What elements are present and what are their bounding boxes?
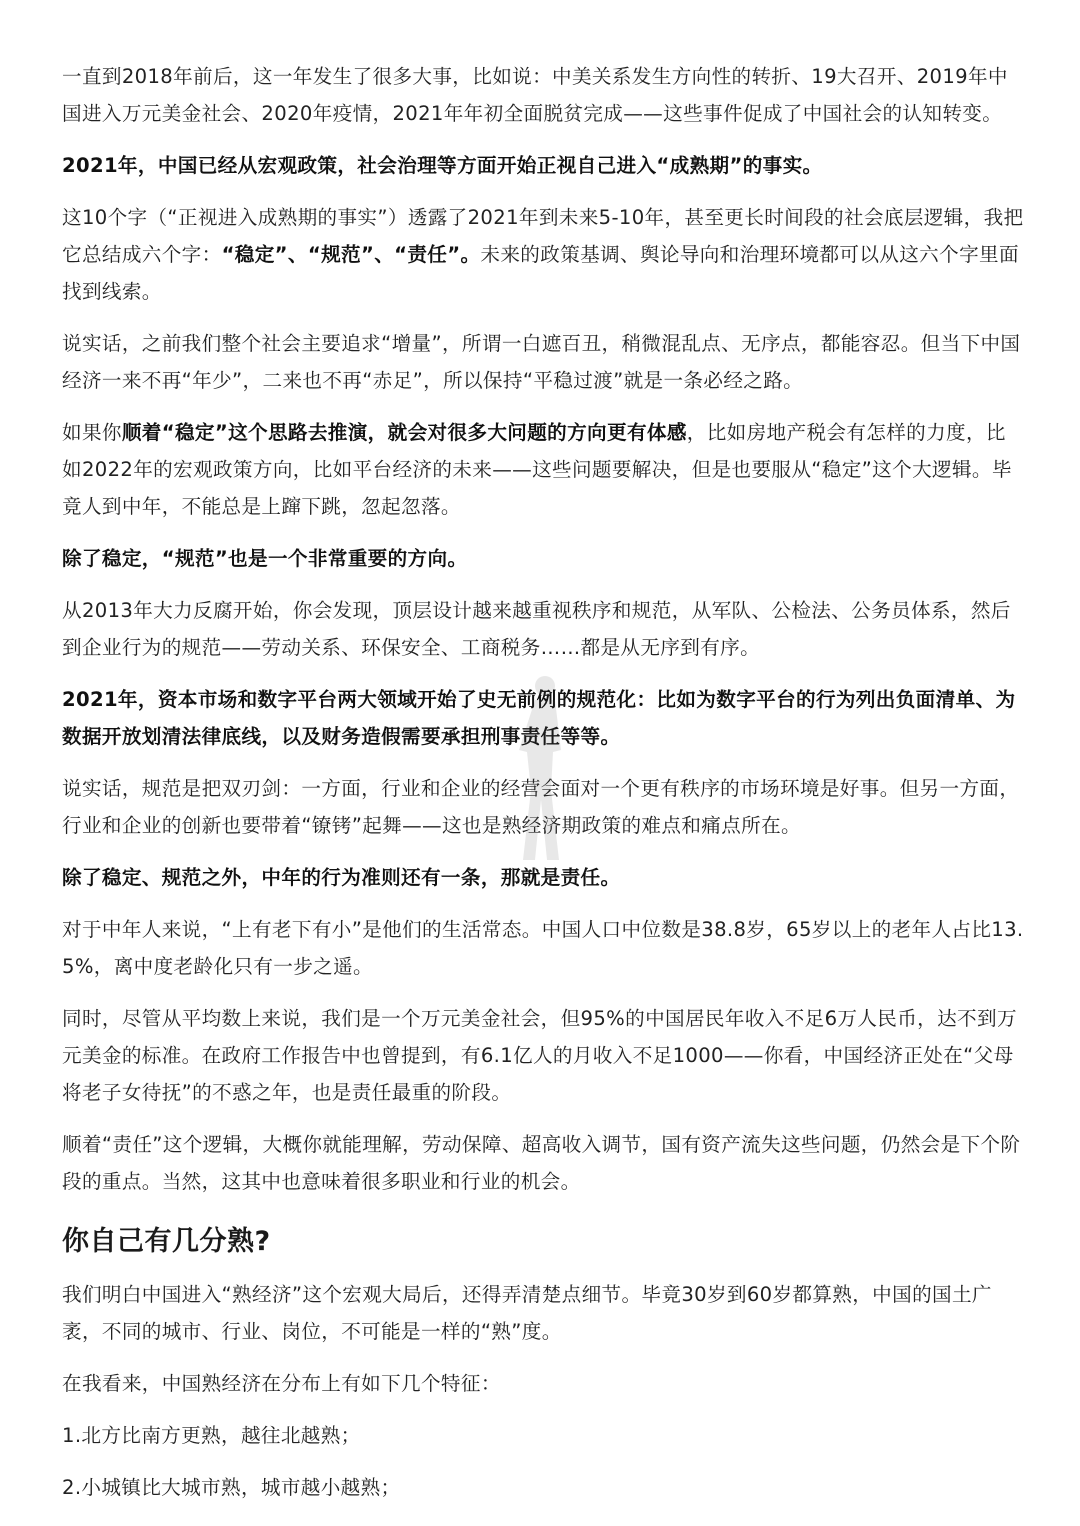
paragraph-population: 对于中年人来说，“上有老下有小”是他们的生活常态。中国人口中位数是38.8岁，65岁以上的老年人占比13.5%，离中度老龄化只有一步之遥。 (62, 918, 1024, 978)
bold-keywords: “稳定”、“规范”、“责任”。 (221, 243, 481, 266)
paragraph-features-intro: 在我看来，中国熟经济在分布上有如下几个特征： (62, 1372, 501, 1395)
paragraph-2021-regulation: 2021年，资本市场和数字平台两大领域开始了史无前例的规范化：比如为数字平台的行为列出负面清单、为数据开放划清法律底线，以及财务造假需要承担刑事责任等等。 (62, 688, 1016, 748)
paragraph-double-edged: 说实话，规范是把双刃剑：一方面，行业和企业的经营会面对一个更有秩序的市场环境是好事。但另一方面，行业和企业的创新也要带着“镣铐”起舞——这也是熟经济期政策的难点和痛点所在。 (62, 777, 1020, 837)
paragraph-regulation-heading: 除了稳定，“规范”也是一个非常重要的方向。 (62, 547, 468, 570)
text-segment: 如果你 (62, 421, 122, 444)
section-heading: 你自己有几分熟? (62, 1226, 271, 1257)
paragraph-responsibility-logic: 顺着“责任”这个逻辑，大概你就能理解，劳动保障、超高收入调节，国有资产流失这些问题，仍然会是下个阶段的重点。当然，这其中也意味着很多职业和行业的机会。 (62, 1133, 1021, 1193)
list-item: 2.小城镇比大城市熟，城市越小越熟； (62, 1476, 401, 1499)
paragraph-mature-economy: 我们明白中国进入“熟经济”这个宏观大局后，还得弄清楚点细节。毕竟30岁到60岁都算熟，中国的国土广袤，不同的城市、行业、岗位，不可能是一样的“熟”度。 (62, 1283, 992, 1343)
article-body (62, 58, 1024, 1521)
list-item: 1.北方比南方更熟，越往北越熟； (62, 1424, 361, 1447)
text-segment: 这10个字（“正视进入成熟期的事实”）透露了2021年到未来5-10年，甚至更长时间段的社会底层逻辑，我把它总结成六个字： (62, 206, 1024, 266)
paragraph-2018-events: 一直到2018年前后，这一年发生了很多大事，比如说：中美关系发生方向性的转折、19大召开、2019年中国进入万元美金社会、2020年疫情，2021年年初全面脱贫完成——这些事件促成了中国社会的认知转变。 (62, 65, 1008, 125)
text-segment: ，比如房地产税会有怎样的力度，比如2022年的宏观政策方向，比如平台经济的未来——这些问题要解决，但是也要服从“稳定”这个大逻辑。毕竟人到中年，不能总是上蹿下跳，忽起忽落。 (62, 421, 1012, 518)
paragraph-responsibility-heading: 除了稳定、规范之外，中年的行为准则还有一条，那就是责任。 (62, 866, 621, 889)
paragraph-anticorruption: 从2013年大力反腐开始，你会发现，顶层设计越来越重视秩序和规范，从军队、公检法、公务员体系，然后到企业行为的规范——劳动关系、环保安全、工商税务……都是从无序到有序。 (62, 599, 1011, 659)
paragraph-2021-maturity: 2021年，中国已经从宏观政策，社会治理等方面开始正视自己进入“成熟期”的事实。 (62, 154, 823, 177)
bold-stability-phrase: 顺着“稳定”这个思路去推演，就会对很多大问题的方向更有体感 (121, 421, 687, 444)
paragraph-increment: 说实话，之前我们整个社会主要追求“增量”，所谓一白遮百丑，稍微混乱点、无序点，都能容忍。但当下中国经济一来不再“年少”，二来也不再“赤足”，所以保持“平稳过渡”就是一条必经之路。 (62, 332, 1021, 392)
paragraph-stability (62, 414, 1024, 525)
text-segment: 未来的政策基调、舆论导向和治理环境都可以从这六个字里面找到线索。 (62, 243, 1019, 303)
paragraph-three-keywords (62, 199, 1024, 310)
paragraph-income: 同时，尽管从平均数上来说，我们是一个万元美金社会，但95%的中国居民年收入不足6万人民币，达不到万元美金的标准。在政府工作报告中也曾提到，有6.1亿人的月收入不足1000——你看，中国经济正处在“父母将老子女待抚”的不惑之年，也是责任最重的阶段。 (62, 1007, 1017, 1104)
